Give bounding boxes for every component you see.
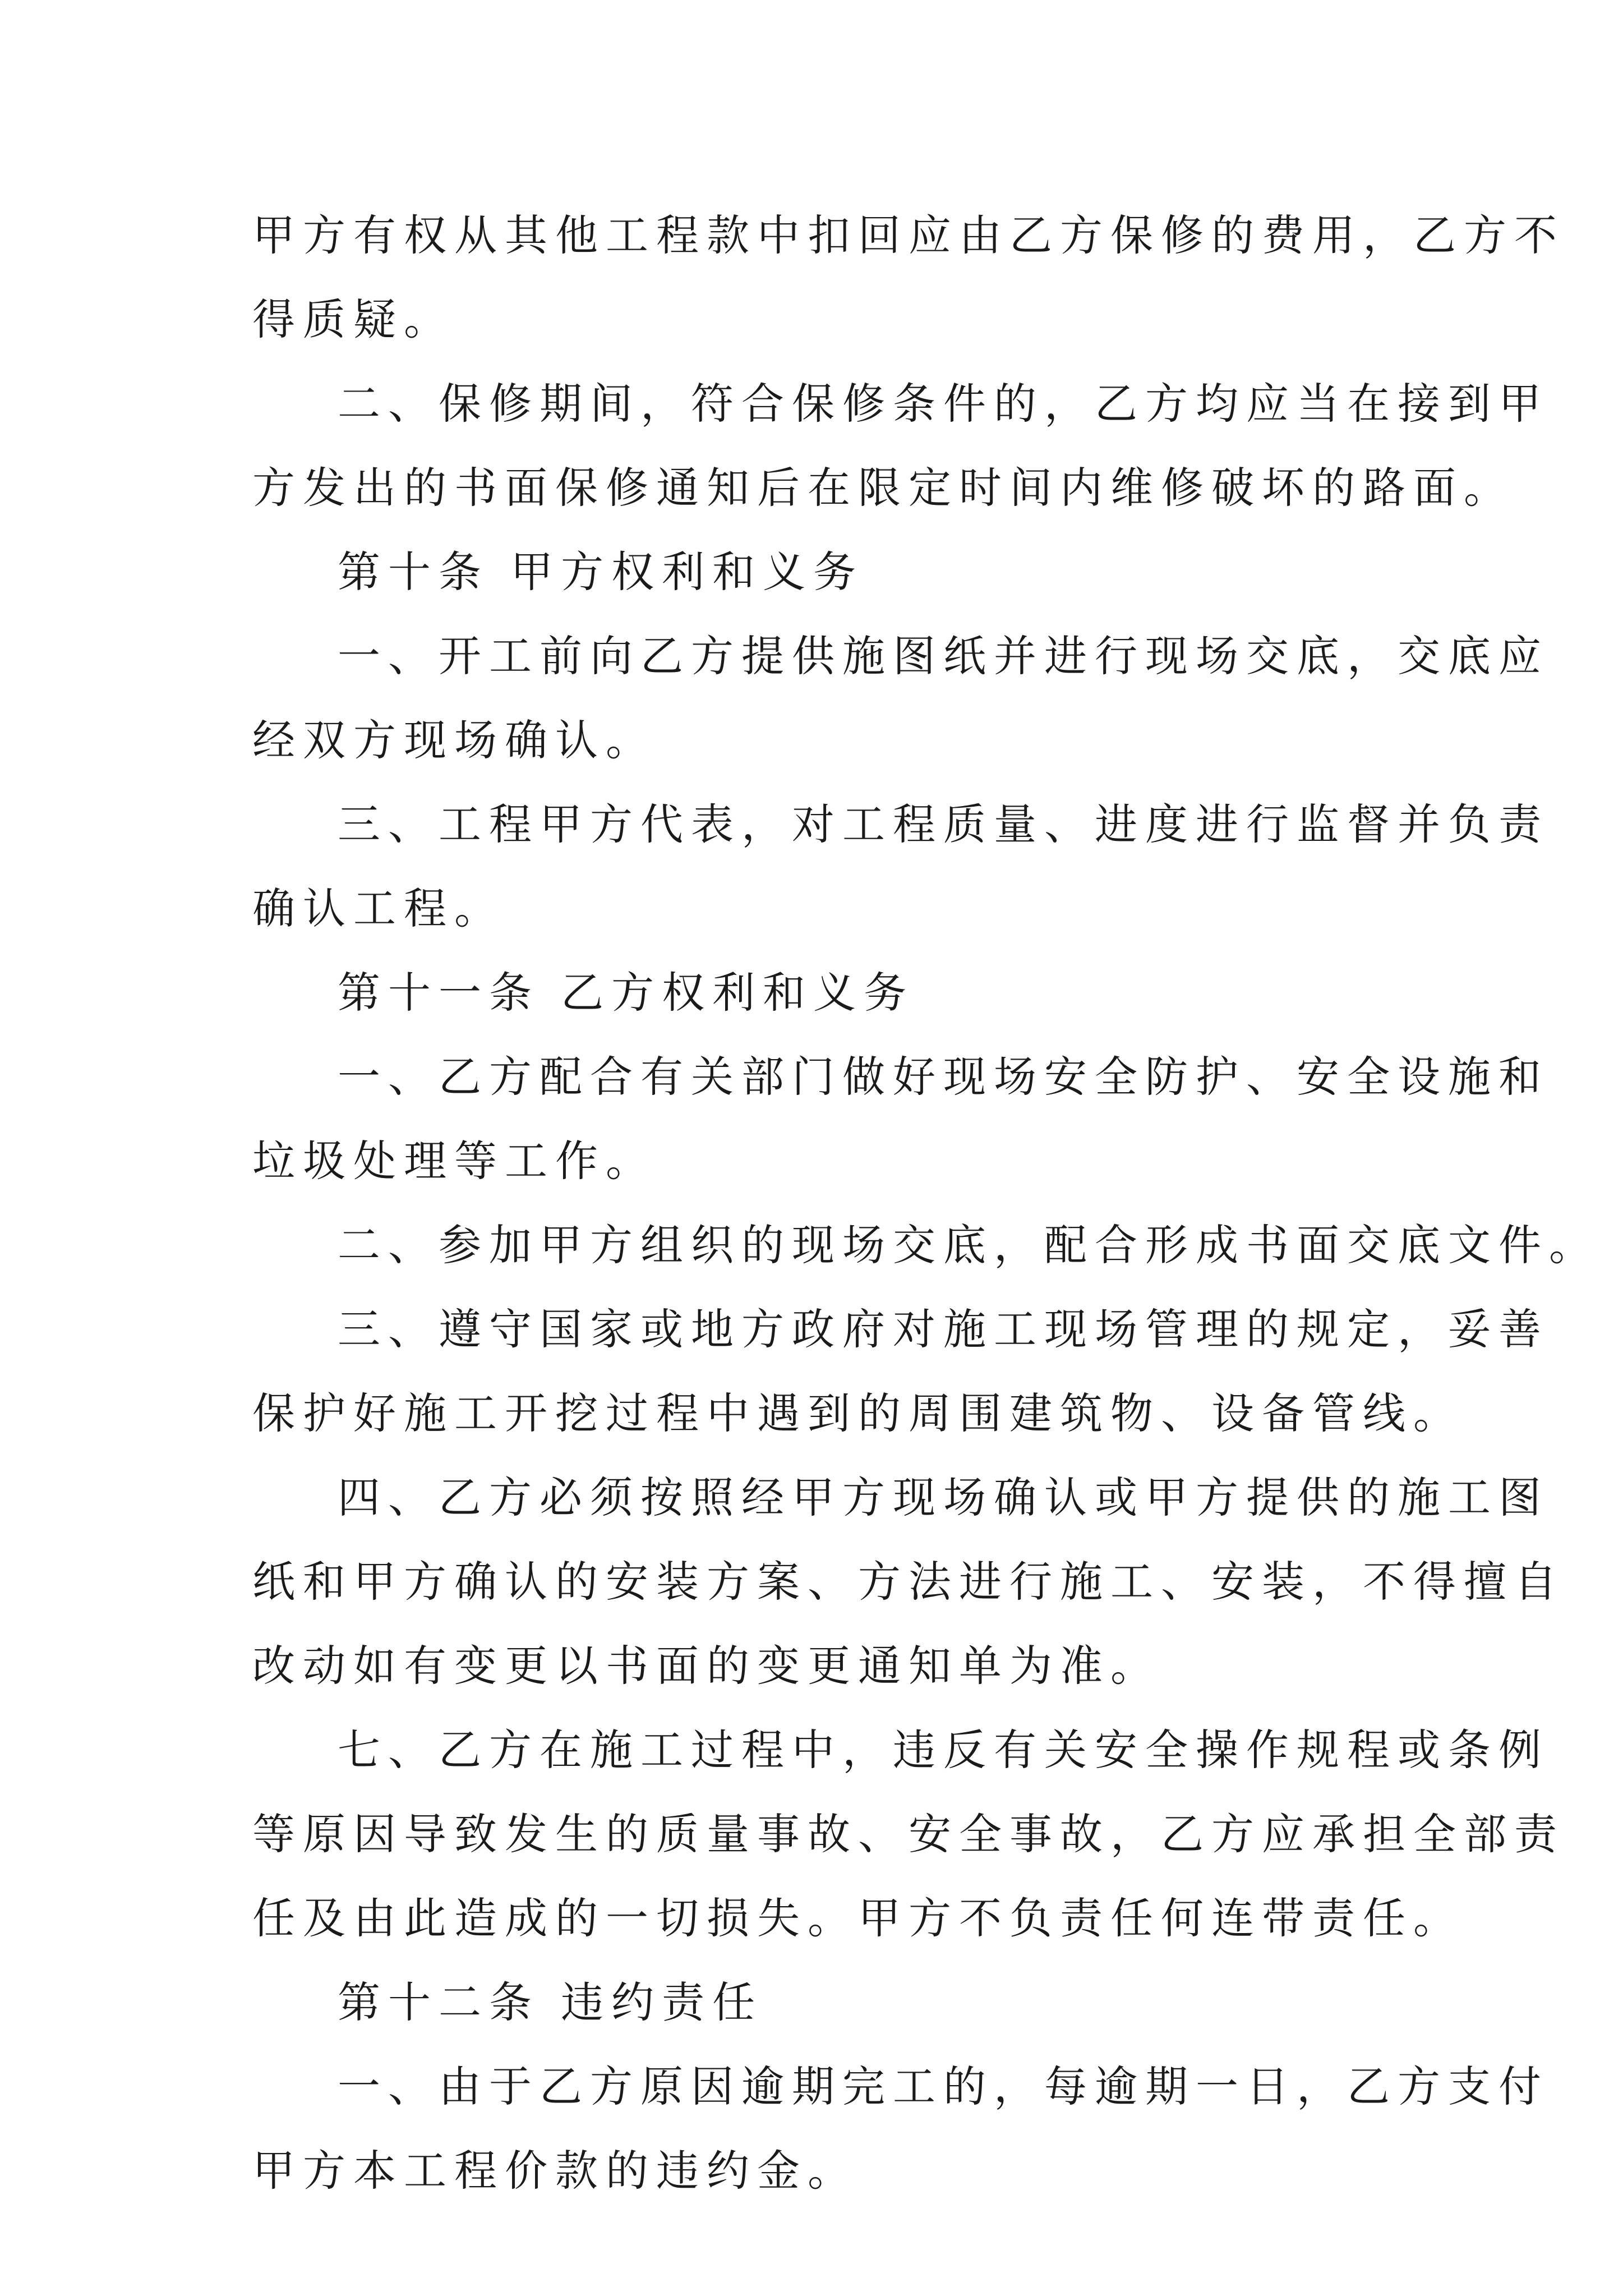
- section-heading: 第十二条 违约责任: [338, 1977, 763, 2027]
- section-heading: 第十条 甲方权利和义务: [338, 547, 864, 597]
- text-line: 方发出的书面保修通知后在限定时间内维修破坏的路面。: [252, 463, 1514, 513]
- text-line: 四、乙方必须按照经甲方现场确认或甲方提供的施工图: [338, 1473, 1549, 1522]
- text-line: 保护好施工开挖过程中遇到的周围建筑物、设备管线。: [252, 1388, 1464, 1438]
- text-line: 二、保修期间，符合保修条件的，乙方均应当在接到甲: [338, 379, 1549, 429]
- text-line: 经双方现场确认。: [252, 715, 656, 765]
- text-line: 等原因导致发生的质量事故、安全事故，乙方应承担全部责: [252, 1809, 1565, 1859]
- text-line: 一、乙方配合有关部门做好现场安全防护、安全设施和: [338, 1052, 1549, 1102]
- text-line: 三、遵守国家或地方政府对施工现场管理的规定，妥善: [338, 1304, 1549, 1354]
- text-line: 任及由此造成的一切损失。甲方不负责任何连带责任。: [252, 1893, 1464, 1943]
- text-line: 甲方有权从其他工程款中扣回应由乙方保修的费用，乙方不: [252, 210, 1565, 260]
- text-line: 一、开工前向乙方提供施图纸并进行现场交底，交底应: [338, 631, 1549, 681]
- section-heading: 第十一条 乙方权利和义务: [338, 968, 915, 1018]
- text-line: 纸和甲方确认的安装方案、方法进行施工、安装，不得擅自: [252, 1557, 1565, 1607]
- text-line: 垃圾处理等工作。: [252, 1136, 656, 1186]
- text-line: 二、参加甲方组织的现场交底，配合形成书面交底文件。: [338, 1220, 1599, 1270]
- text-line: 三、工程甲方代表，对工程质量、进度进行监督并负责: [338, 799, 1549, 849]
- text-line: 改动如有变更以书面的变更通知单为准。: [252, 1641, 1161, 1691]
- text-line: 甲方本工程价款的违约金。: [252, 2146, 858, 2196]
- text-line: 确认工程。: [252, 884, 505, 933]
- text-line: 七、乙方在施工过程中，违反有关安全操作规程或条例: [338, 1725, 1549, 1775]
- text-line: 得质疑。: [252, 295, 454, 344]
- text-line: 一、由于乙方原因逾期完工的，每逾期一日，乙方支付: [338, 2062, 1549, 2111]
